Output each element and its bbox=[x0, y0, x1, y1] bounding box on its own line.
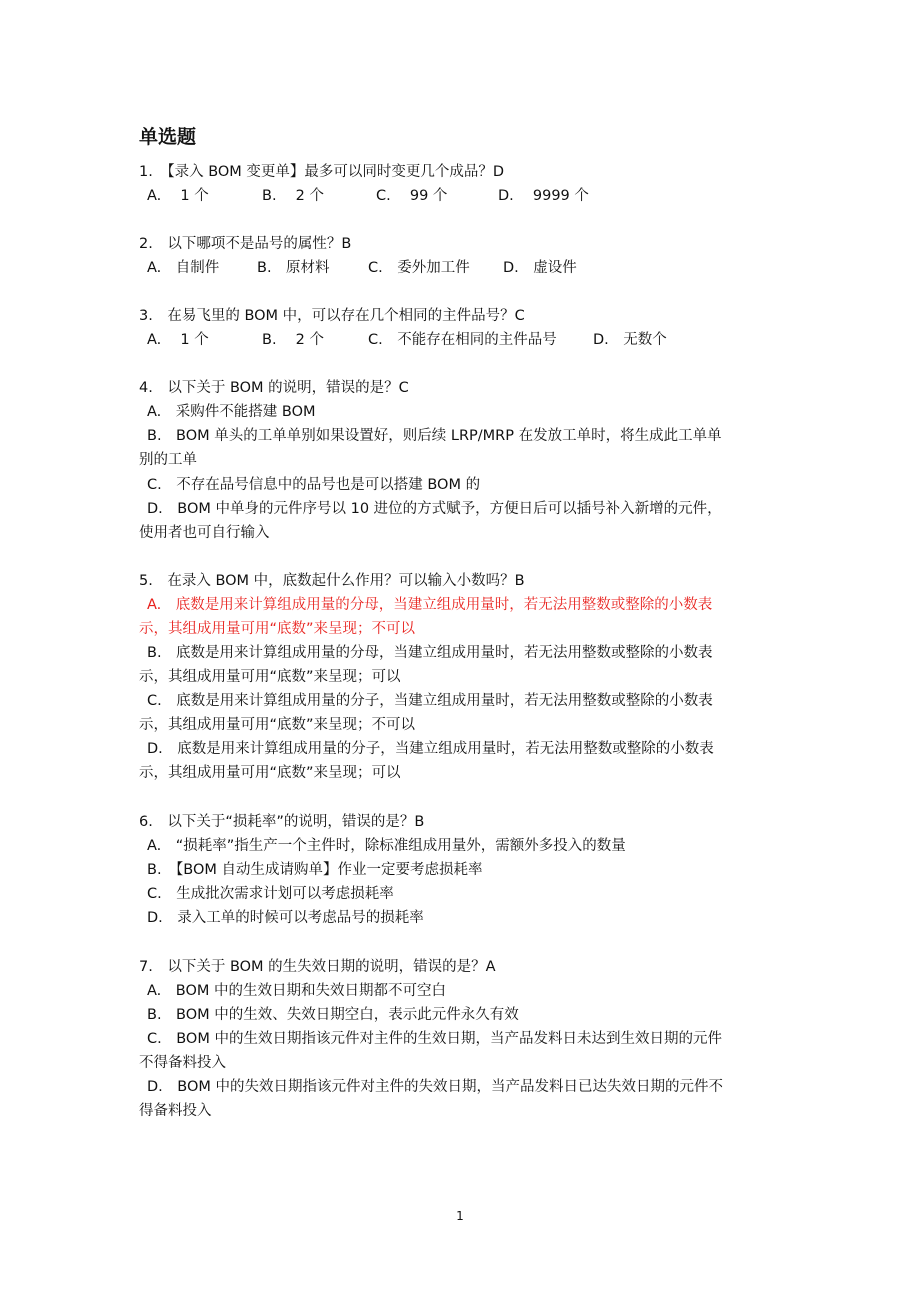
q3-option-d: D. 无数个 bbox=[593, 332, 667, 348]
q7-option-d-cont: 得备料投入 bbox=[139, 1103, 212, 1119]
question-7: 7. 以下关于 BOM 的生失效日期的说明，错误的是？A bbox=[139, 959, 496, 975]
q5-option-c: C. 底数是用来计算组成用量的分子，当建立组成用量时，若无法用整数或整除的小数表 bbox=[147, 693, 713, 709]
question-3: 3. 在易飞里的 BOM 中，可以存在几个相同的主件品号？C bbox=[139, 308, 525, 324]
q4-option-d-cont: 使用者也可自行输入 bbox=[139, 525, 270, 541]
q7-option-a: A. BOM 中的生效日期和失效日期都不可空白 bbox=[147, 983, 446, 999]
q7-option-c-cont: 不得备料投入 bbox=[139, 1055, 226, 1071]
q4-option-c: C. 不存在品号信息中的品号也是可以搭建 BOM 的 bbox=[147, 477, 481, 493]
q2-option-c: C. 委外加工件 bbox=[368, 260, 470, 276]
q1-option-b: B. 2 个 bbox=[262, 188, 325, 204]
question-5: 5. 在录入 BOM 中，底数起什么作用？可以输入小数吗？B bbox=[139, 573, 525, 589]
question-6: 6. 以下关于“损耗率”的说明，错误的是？B bbox=[139, 814, 425, 830]
q5-option-a: A. 底数是用来计算组成用量的分母，当建立组成用量时，若无法用整数或整除的小数表 bbox=[147, 597, 713, 613]
q5-option-d-cont: 示，其组成用量可用“底数”来呈现；可以 bbox=[139, 765, 401, 781]
q6-option-a: A. “损耗率”指生产一个主件时，除标准组成用量外，需额外多投入的数量 bbox=[147, 838, 626, 854]
q2-option-d: D. 虚设件 bbox=[503, 260, 577, 276]
q3-option-b: B. 2 个 bbox=[262, 332, 325, 348]
q5-option-b-cont: 示，其组成用量可用“底数”来呈现；可以 bbox=[139, 669, 401, 685]
q2-option-a: A. 自制件 bbox=[147, 260, 220, 276]
q1-option-c: C. 99 个 bbox=[376, 188, 448, 204]
q4-option-d: D. BOM 中单身的元件序号以 10 进位的方式赋予，方便日后可以插号补入新增的元件， bbox=[147, 501, 722, 517]
q7-option-d: D. BOM 中的失效日期指该元件对主件的失效日期，当产品发料日已达失效日期的元件不 bbox=[147, 1079, 723, 1095]
question-2: 2. 以下哪项不是品号的属性？B bbox=[139, 236, 352, 252]
question-1: 1. 【录入 BOM 变更单】最多可以同时变更几个成品？D bbox=[139, 164, 505, 180]
q1-option-a: A. 1 个 bbox=[147, 188, 209, 204]
q4-option-b: B. BOM 单头的工单单别如果设置好，则后续 LRP/MRP 在发放工单时，将生成此工单单 bbox=[147, 428, 722, 444]
q6-option-b: B. 【BOM 自动生成请购单】作业一定要考虑损耗率 bbox=[147, 862, 483, 878]
page-number: 1 bbox=[456, 1209, 464, 1223]
q3-option-a: A. 1 个 bbox=[147, 332, 209, 348]
q4-option-b-cont: 别的工单 bbox=[139, 452, 197, 468]
q7-option-c: C. BOM 中的生效日期指该元件对主件的生效日期，当产品发料日未达到生效日期的元件 bbox=[147, 1031, 722, 1047]
q5-option-b: B. 底数是用来计算组成用量的分母，当建立组成用量时，若无法用整数或整除的小数表 bbox=[147, 645, 713, 661]
section-title: 单选题 bbox=[139, 126, 197, 148]
q4-option-a: A. 采购件不能搭建 BOM bbox=[147, 404, 316, 420]
q6-option-d: D. 录入工单的时候可以考虑品号的损耗率 bbox=[147, 910, 424, 926]
q5-option-c-cont: 示，其组成用量可用“底数”来呈现；不可以 bbox=[139, 717, 416, 733]
question-4: 4. 以下关于 BOM 的说明，错误的是？C bbox=[139, 380, 409, 396]
q1-option-d: D. 9999 个 bbox=[498, 188, 589, 204]
q7-option-b: B. BOM 中的生效、失效日期空白，表示此元件永久有效 bbox=[147, 1007, 519, 1023]
q3-option-c: C. 不能存在相同的主件品号 bbox=[368, 332, 557, 348]
q2-option-b: B. 原材料 bbox=[257, 260, 330, 276]
q6-option-c: C. 生成批次需求计划可以考虑损耗率 bbox=[147, 886, 394, 902]
q5-option-d: D. 底数是用来计算组成用量的分子，当建立组成用量时，若无法用整数或整除的小数表 bbox=[147, 741, 714, 757]
q5-option-a-cont: 示，其组成用量可用“底数”来呈现；不可以 bbox=[139, 621, 416, 637]
